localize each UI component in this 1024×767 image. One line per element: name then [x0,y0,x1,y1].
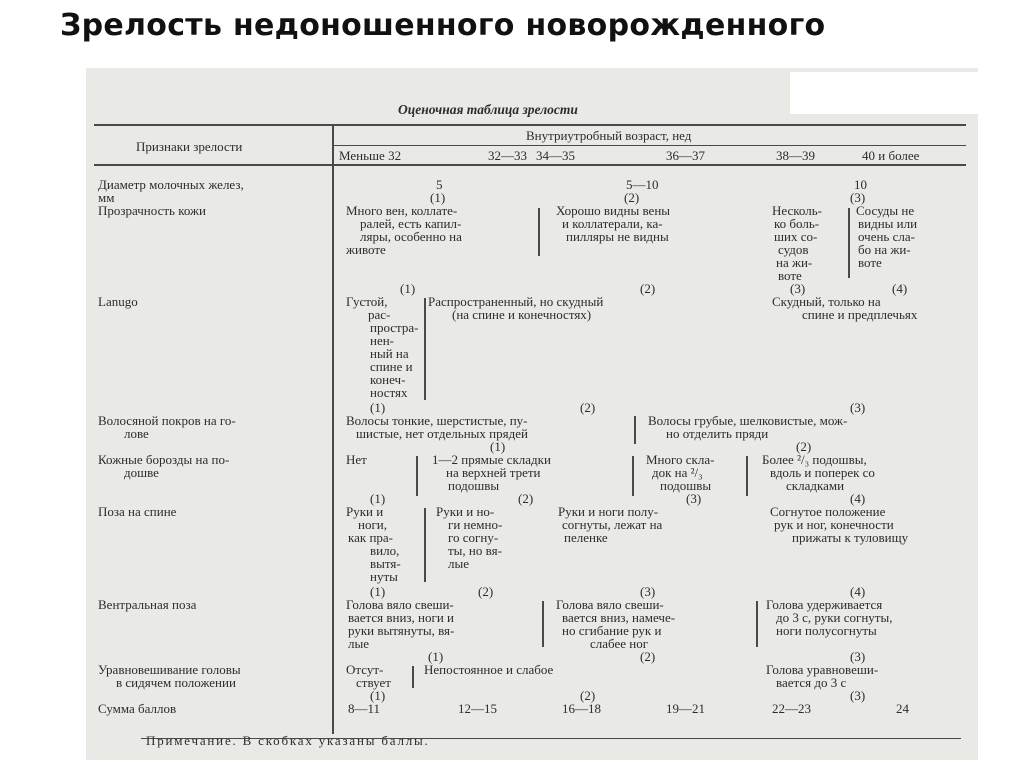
sum-value: 19—21 [666,701,705,716]
score: (4) [892,281,908,296]
supine-c4: рук и ног, конечности [774,517,894,532]
lanugo-c1: спине и [370,359,413,374]
supine-c1: вытя- [370,556,401,571]
lanugo-c1: Густой, [346,294,388,309]
creases-c3: док на ²/₃ [652,465,703,480]
score: (3) [686,491,702,506]
head-c3: вается до 3 с [776,675,847,690]
score: (2) [518,491,534,506]
cell-divider [412,666,414,688]
creases-c2: на верхней трети [446,465,541,480]
row-label-breast: мм [98,190,115,205]
lanugo-c2: Распространенный, но скудный [428,294,604,309]
head-c2: Непостоянное и слабое [424,662,554,677]
ventral-c3: до 3 с, руки согнуты, [776,610,893,625]
skin-c3: ко боль- [774,216,820,231]
score: (1) [428,649,444,664]
skin-c1: ляры, особенно на [360,229,462,244]
skin-c1: Много вен, коллате- [346,203,458,218]
score: (2) [796,439,812,454]
lanugo-c1: рас- [368,307,391,322]
supine-c2: ги немно- [448,517,503,532]
head-c3: Голова уравновеши- [766,662,879,677]
skin-c1: животе [346,242,386,257]
label-column-divider [332,124,334,734]
header-age-col-4: 36—37 [666,148,705,163]
ventral-c1: Голова вяло свеши- [346,597,454,612]
score: (1) [370,584,386,599]
header-age-col-2: 32—33 [488,148,527,163]
sum-value: 8—11 [348,701,381,716]
header-signs: Признаки зрелости [136,139,243,154]
hair-c1: шистые, нет отдельных прядей [356,426,528,441]
skin-c2: Хорошо видны вены [556,203,671,218]
creases-c2: 1—2 прямые складки [432,452,551,467]
sum-value: 12—15 [458,701,497,716]
skin-c3: ших со- [774,229,818,244]
lanugo-c3: спине и предплечьях [802,307,918,322]
skin-c3: судов [778,242,809,257]
value-cell: 5—10 [626,177,659,192]
row-label-ventral: Вентральная поза [98,597,197,612]
supine-c2: Руки и но- [436,504,495,519]
skin-c3: на жи- [776,255,813,270]
table-caption: Оценочная таблица зрелости [398,102,578,117]
row-label-skin: Прозрачность кожи [98,203,206,218]
skin-c4: очень сла- [858,229,915,244]
cell-divider [424,508,426,582]
supine-c1: вило, [370,543,400,558]
skin-c3: воте [778,268,802,283]
hair-c2: Волосы грубые, шелковистые, мож- [648,413,848,428]
skin-c1: ралей, есть капил- [360,216,462,231]
score: (3) [850,688,866,703]
head-c1: ствует [356,675,391,690]
score: (1) [370,688,386,703]
skin-c4: воте [858,255,882,270]
value-cell: 10 [854,177,867,192]
supine-c2: го согну- [448,530,499,545]
score: (4) [850,584,866,599]
lanugo-c3: Скудный, только на [772,294,881,309]
lanugo-c1: конеч- [370,372,406,387]
cell-divider [416,456,418,496]
score: (2) [478,584,494,599]
ventral-c1: лые [348,636,369,651]
supine-c3: пеленке [564,530,608,545]
cell-divider [746,456,748,496]
score: (3) [640,584,656,599]
score: (1) [430,190,446,205]
ventral-c2: слабее ног [590,636,649,651]
score: (4) [850,491,866,506]
row-label-head-balance: в сидячем положении [116,675,236,690]
header-subrule [334,145,966,146]
supine-c3: согнуты, лежат на [562,517,663,532]
creases-c3: Много скла- [646,452,715,467]
ventral-c2: но сгибание рук и [562,623,662,638]
score: (1) [400,281,416,296]
score: (2) [640,281,656,296]
cell-divider [424,298,426,400]
supine-c1: ноги, [358,517,387,532]
creases-c4: Более ²/₃ подошвы, [762,452,867,467]
ventral-c2: вается вниз, намече- [562,610,676,625]
supine-c2: ты, но вя- [448,543,502,558]
supine-c1: Руки и [346,504,384,519]
row-label-sum: Сумма баллов [98,701,177,716]
creases-c2: подошвы [448,478,500,493]
skin-c3: Несколь- [772,203,822,218]
ventral-c1: вается вниз, ноги и [348,610,454,625]
supine-c3: Руки и ноги полу- [558,504,659,519]
creases-c4: складками [786,478,845,493]
lanugo-c1: ностях [370,385,408,400]
lanugo-c1: нен- [370,333,395,348]
header-age-col-6: 40 и более [862,148,920,163]
slide-title: Зрелость недоношенного новорожденного [60,8,826,43]
row-label-supine: Поза на спине [98,504,177,519]
ventral-c3: ноги полусогнуты [776,623,877,638]
head-c1: Отсут- [346,662,384,677]
cell-divider [634,416,636,444]
header-age-col-1: Меньше 32 [339,148,402,163]
skin-c2: и коллатерали, ка- [562,216,663,231]
hair-c1: Волосы тонкие, шерстистые, пу- [346,413,528,428]
score: (1) [490,439,506,454]
score: (2) [580,400,596,415]
sum-value: 16—18 [562,701,601,716]
ventral-c1: руки вытянуты, вя- [348,623,455,638]
score: (2) [640,649,656,664]
scanned-table [86,68,978,760]
skin-c4: Сосуды не [856,203,915,218]
row-label-lanugo: Lanugo [98,294,138,309]
score: (1) [370,491,386,506]
value-cell: 5 [436,177,443,192]
top-rule [94,124,966,126]
header-age-col-3: 34—35 [536,148,575,163]
skin-c4: видны или [858,216,918,231]
supine-c1: нуты [370,569,398,584]
cell-divider [632,456,634,496]
cell-divider [542,601,544,647]
supine-c4: прижаты к туловищу [792,530,909,545]
creases-c4: вдоль и поперек со [770,465,875,480]
table-note: Примечание. В скобках указаны баллы. [146,733,430,748]
header-age-col-5: 38—39 [776,148,815,163]
skin-c2: пилляры не видны [566,229,669,244]
row-label-hair: Волосяной покров на го- [98,413,236,428]
lanugo-c2: (на спине и конечностях) [452,307,592,322]
ventral-c3: Голова удерживается [766,597,883,612]
row-label-creases: дошве [124,465,159,480]
row-label-hair: лове [124,426,149,441]
cell-divider [538,208,540,256]
score: (3) [850,649,866,664]
sum-value: 24 [896,701,909,716]
lanugo-c1: простра- [370,320,419,335]
supine-c1: как пра- [348,530,394,545]
row-label-head-balance: Уравновешивание головы [98,662,241,677]
skin-c4: бо на жи- [858,242,911,257]
score: (3) [850,400,866,415]
cell-divider [848,208,850,278]
score: (3) [850,190,866,205]
creases-c3: подошвы [660,478,712,493]
row-label-creases: Кожные борозды на по- [98,452,230,467]
header-age: Внутриутробный возраст, нед [526,128,692,143]
ventral-c2: Голова вяло свеши- [556,597,664,612]
creases-c1: Нет [346,452,367,467]
sum-value: 22—23 [772,701,811,716]
score: (3) [790,281,806,296]
score: (2) [624,190,640,205]
score: (1) [370,400,386,415]
lanugo-c1: ный на [370,346,409,361]
supine-c4: Согнутое положение [770,504,886,519]
header-bottom-rule [94,164,966,166]
row-label-breast: Диаметр молочных желез, [98,177,244,192]
supine-c2: лые [448,556,469,571]
cell-divider [756,601,758,647]
hair-c2: но отделить пряди [666,426,769,441]
score: (2) [580,688,596,703]
whiteout-patch [790,72,1020,114]
